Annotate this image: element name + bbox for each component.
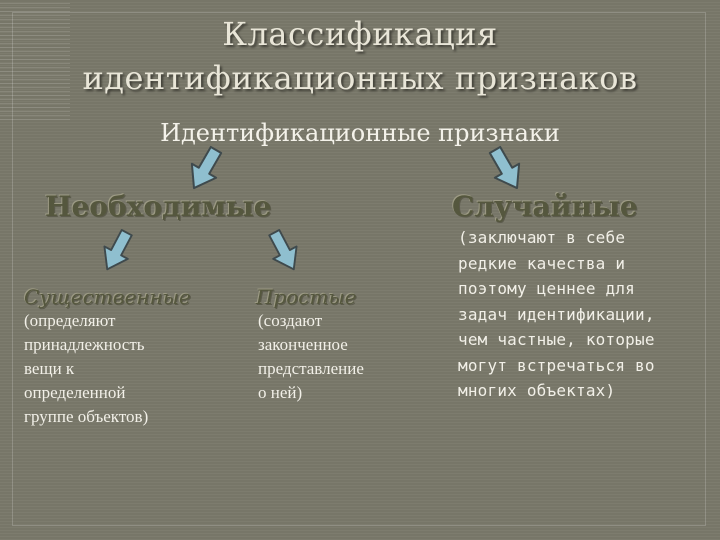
subcategory-essential-label: Существенные <box>24 285 191 309</box>
arrow-to-random-icon <box>488 143 524 195</box>
description-line: могут встречаться во <box>458 355 655 375</box>
arrow-to-essential-icon <box>100 226 134 276</box>
description-line: принадлежность <box>24 335 145 354</box>
description-line: группе объектов) <box>24 407 149 426</box>
description-line: (создают <box>258 311 323 330</box>
description-line: (заключают в себе <box>458 228 626 247</box>
description-line: чем частные, которые <box>458 330 655 349</box>
description-line: (определяют <box>24 311 116 330</box>
category-random-label: Случайные <box>452 190 638 223</box>
subcategory-simple-label: Простые <box>256 285 357 309</box>
essential-description <box>24 309 148 429</box>
root-node-label: Идентификационные признаки <box>160 119 560 147</box>
description-line: вещи к <box>24 359 75 378</box>
description-line: определенной <box>24 383 126 402</box>
slide-title-line-1: Классификация <box>222 15 498 53</box>
description-line: законченное <box>258 335 348 354</box>
description-line: многих объектах) <box>458 381 616 400</box>
description-line: редкие качества и <box>458 253 626 273</box>
category-necessary-label: Необходимые <box>45 190 272 223</box>
description-line: представление <box>258 359 364 378</box>
description-line: задач идентификации, <box>458 304 655 324</box>
slide-title-line-2: идентификационных признаков <box>82 59 638 97</box>
simple-description <box>258 309 364 405</box>
description-line: о ней) <box>258 383 303 402</box>
arrow-to-simple-icon <box>267 226 301 276</box>
random-description <box>458 225 655 404</box>
arrow-to-necessary-icon <box>187 143 223 195</box>
description-line: поэтому ценнее для <box>458 279 635 298</box>
